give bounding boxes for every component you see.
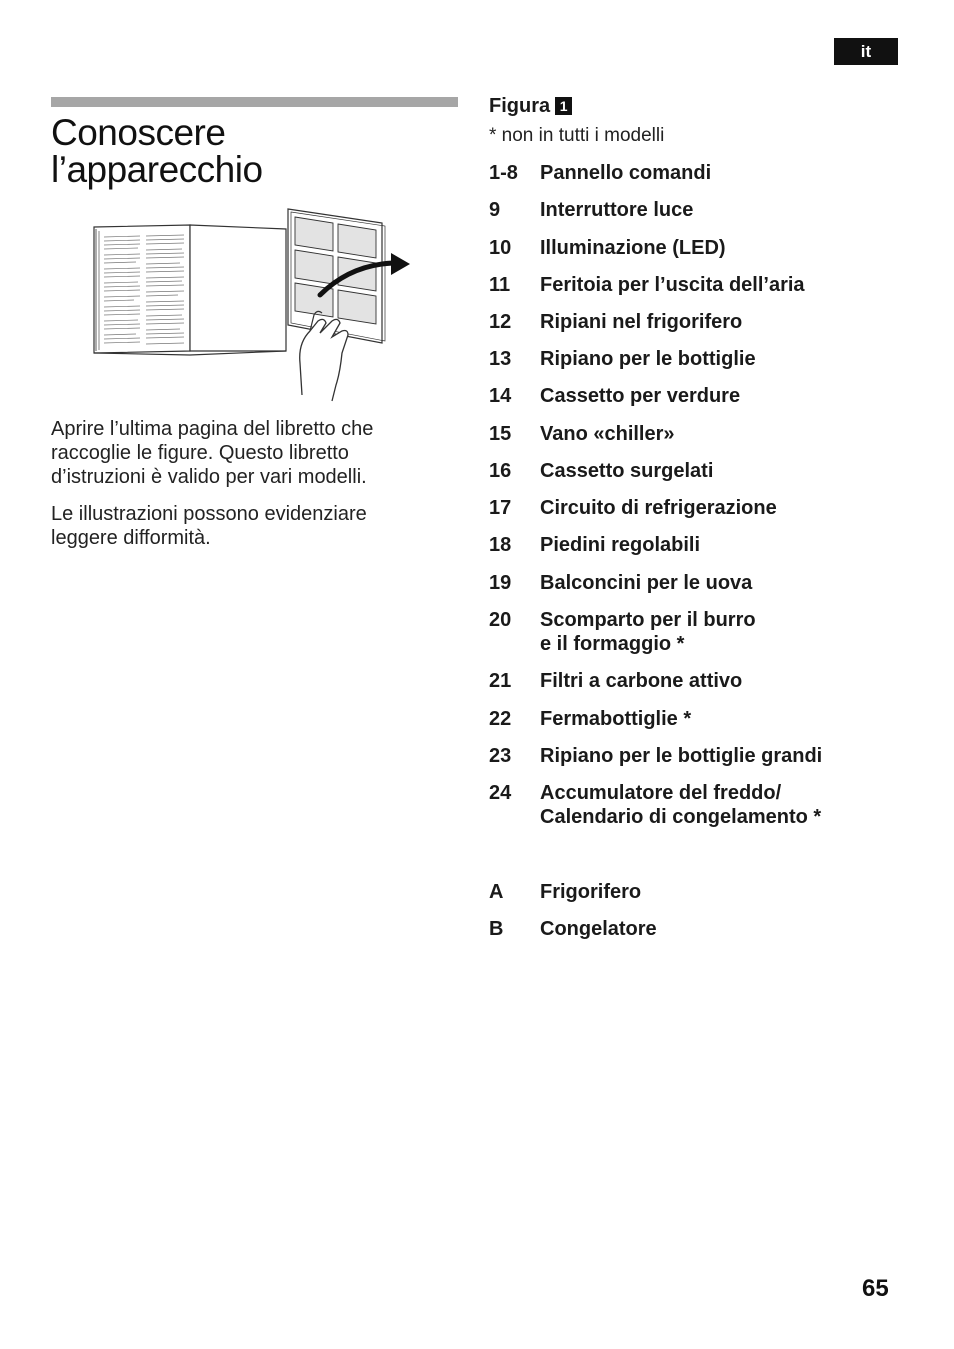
legend-text: Cassetto per verdure (540, 385, 741, 407)
legend-item (489, 310, 742, 334)
legend-item (489, 422, 675, 446)
legend-text: Piedini regolabili (540, 534, 701, 556)
legend-number: 12 (489, 311, 512, 333)
legend-text: Congelatore (540, 918, 657, 940)
legend-item (489, 384, 740, 408)
legend-item (489, 744, 822, 768)
legend-item (489, 236, 726, 260)
legend-text: Circuito di refrigerazione (540, 497, 777, 519)
legend-number: 23 (489, 745, 512, 767)
intro-paragraph: Le illustrazioni possono evidenziare leggere difformità. (51, 503, 367, 549)
legend-number: 19 (489, 572, 512, 594)
legend-item (489, 459, 713, 483)
legend-number: 11 (489, 274, 511, 296)
figure-heading (489, 92, 572, 120)
legend-item (489, 917, 657, 941)
legend-item (489, 347, 756, 371)
legend-text: Ripiano per le bottiglie grandi (540, 745, 823, 767)
legend-number: 10 (489, 237, 512, 259)
legend-text: Frigorifero (540, 881, 642, 903)
legend-number: 16 (489, 460, 512, 482)
legend-text: Balconcini per le uova (540, 572, 753, 594)
legend-text: Cassetto surgelati (540, 460, 714, 482)
legend-number: 22 (489, 708, 512, 730)
legend-item (489, 880, 641, 904)
legend-number: A (489, 881, 504, 903)
language-tab: it (834, 38, 898, 65)
legend-number: 14 (489, 385, 512, 407)
figure-note: * non in tutti i modelli (489, 125, 665, 146)
legend-text: Ripiano per le bottiglie (540, 348, 756, 370)
legend-number: 18 (489, 534, 512, 556)
legend-number: 17 (489, 497, 512, 519)
title-line-1: Conoscere (51, 112, 226, 153)
legend-number: B (489, 918, 504, 940)
legend-number: 24 (489, 782, 512, 804)
legend-item (489, 781, 821, 829)
intro-text (51, 417, 431, 563)
legend-item (489, 161, 711, 185)
legend-text: Feritoia per l’uscita dell’aria (540, 274, 805, 296)
legend-number: 13 (489, 348, 512, 370)
legend-number: 9 (489, 199, 501, 221)
legend-item (489, 198, 693, 222)
figure-number-badge: 1 (555, 97, 572, 115)
legend-item (489, 669, 742, 693)
legend-text: Illuminazione (LED) (540, 237, 726, 259)
legend-item (489, 496, 777, 520)
open-booklet-illustration (88, 203, 418, 403)
title-line-2: l’apparecchio (51, 149, 263, 190)
legend-item (489, 707, 691, 731)
legend-number: 20 (489, 609, 512, 631)
legend-item (489, 533, 700, 557)
figure-label: Figura (489, 95, 551, 117)
legend-text: Ripiani nel frigorifero (540, 311, 743, 333)
legend-item (489, 273, 805, 297)
page-number: 65 (862, 1275, 889, 1302)
legend-text: Fermabottiglie * (540, 708, 692, 730)
legend-text: Filtri a carbone attivo (540, 670, 743, 692)
legend-text: Pannello comandi (540, 162, 712, 184)
legend-text: Accumulatore del freddo/ Calendario di congelamento * (540, 782, 822, 828)
legend-number: 1-8 (489, 162, 518, 184)
legend-number: 21 (489, 670, 512, 692)
legend-item (489, 608, 756, 656)
legend-item (489, 571, 752, 595)
legend-text: Scomparto per il burro e il formaggio * (540, 609, 756, 655)
section-rule (51, 97, 458, 107)
legend-number: 15 (489, 423, 512, 445)
legend-text: Interruttore luce (540, 199, 694, 221)
legend-text: Vano «chiller» (540, 423, 675, 445)
intro-paragraph: Aprire l’ultima pagina del libretto che raccoglie le figure. Questo libretto d’istruzioni è valido per vari modelli. (51, 418, 374, 488)
page-title (51, 114, 263, 188)
